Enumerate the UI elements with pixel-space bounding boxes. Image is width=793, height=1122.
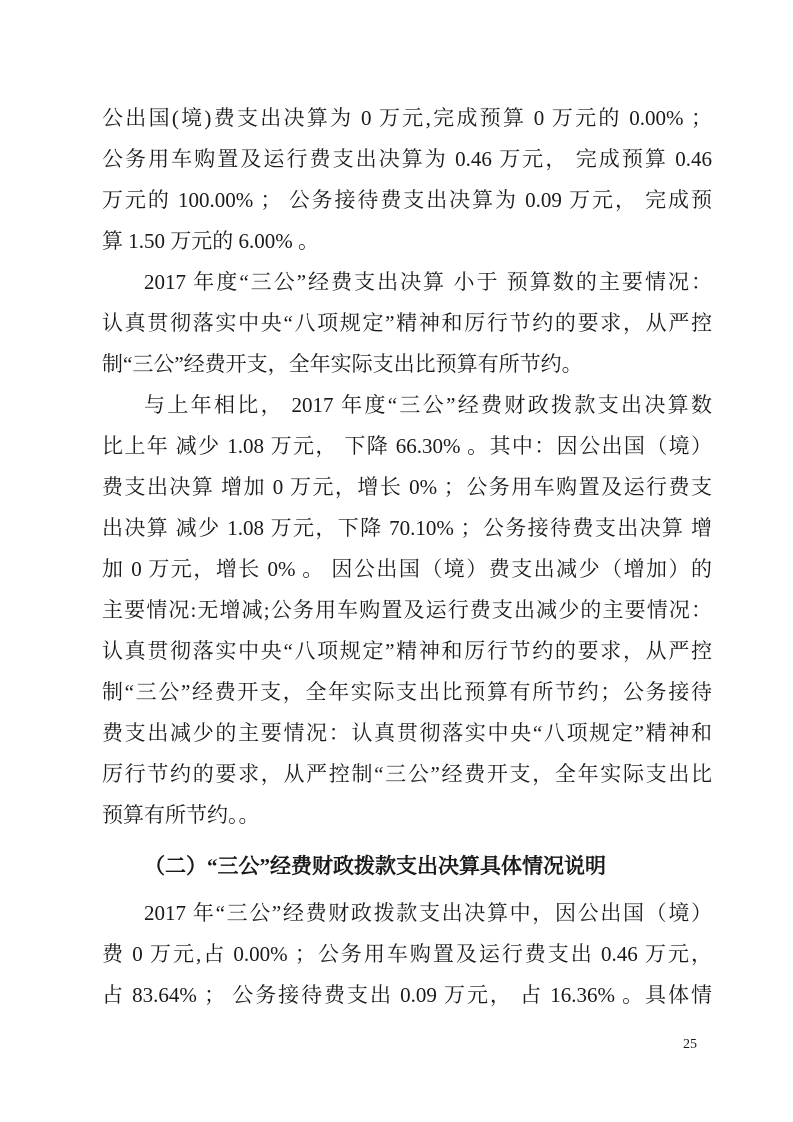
text-line: 占 83.64% ； 公务接待费支出 0.09 万元， 占 16.36% 。具体情 xyxy=(102,983,712,1007)
text-line: 预算有所节约。。 xyxy=(102,803,260,827)
text-line: 制“三公”经费开支，全年实际支出比预算有所节约。 xyxy=(102,352,583,376)
text-line: 认真贯彻落实中央“八项规定”精神和厉行节约的要求，从严控 xyxy=(102,639,712,663)
text-line: 费支出减少的主要情况：认真贯彻落实中央“八项规定”精神和 xyxy=(102,721,712,745)
document-body xyxy=(102,98,712,1016)
text-line: （二）“三公”经费财政拨款支出决算具体情况说明 xyxy=(144,854,606,878)
text-line: 认真贯彻落实中央“八项规定”精神和厉行节约的要求，从严控 xyxy=(102,311,712,335)
text-line: 2017 年“三公”经费财政拨款支出决算中，因公出国（境） xyxy=(144,901,712,925)
paragraph xyxy=(102,385,712,836)
text-line: 出决算 减少 1.08 万元，下降 70.10% ；公务接待费支出决算 增 xyxy=(102,516,712,540)
text-line: 与上年相比， 2017 年度“三公”经费财政拨款支出决算数 xyxy=(144,393,712,417)
text-line: 2017 年度“三公”经费支出决算 小于 预算数的主要情况： xyxy=(144,270,712,294)
text-line: 制“三公”经费开支，全年实际支出比预算有所节约；公务接待 xyxy=(102,680,712,704)
text-line: 加 0 万元，增长 0% 。 因公出国（境）费支出减少（增加）的 xyxy=(102,557,712,581)
section-heading xyxy=(102,846,712,887)
text-line: 算 1.50 万元的 6.00% 。 xyxy=(102,229,319,253)
text-line: 主要情况:无增减;公务用车购置及运行费支出减少的主要情况： xyxy=(102,598,712,622)
text-line: 万元的 100.00% ； 公务接待费支出决算为 0.09 万元， 完成预 xyxy=(102,188,712,212)
text-line: 费支出决算 增加 0 万元，增长 0% ；公务用车购置及运行费支 xyxy=(102,475,712,499)
page-number: 25 xyxy=(683,1037,697,1052)
paragraph xyxy=(102,893,712,1016)
text-line: 公出国(境)费支出决算为 0 万元,完成预算 0 万元的 0.00% ； xyxy=(102,106,712,130)
text-line: 费 0 万元,占 0.00% ；公务用车购置及运行费支出 0.46 万元， xyxy=(102,942,712,966)
paragraph xyxy=(102,262,712,385)
text-line: 公务用车购置及运行费支出决算为 0.46 万元， 完成预算 0.46 xyxy=(102,147,712,171)
text-line: 厉行节约的要求，从严控制“三公”经费开支，全年实际支出比 xyxy=(102,762,712,786)
text-line: 比上年 减少 1.08 万元， 下降 66.30% 。其中：因公出国（境） xyxy=(102,434,712,458)
paragraph xyxy=(102,98,712,262)
